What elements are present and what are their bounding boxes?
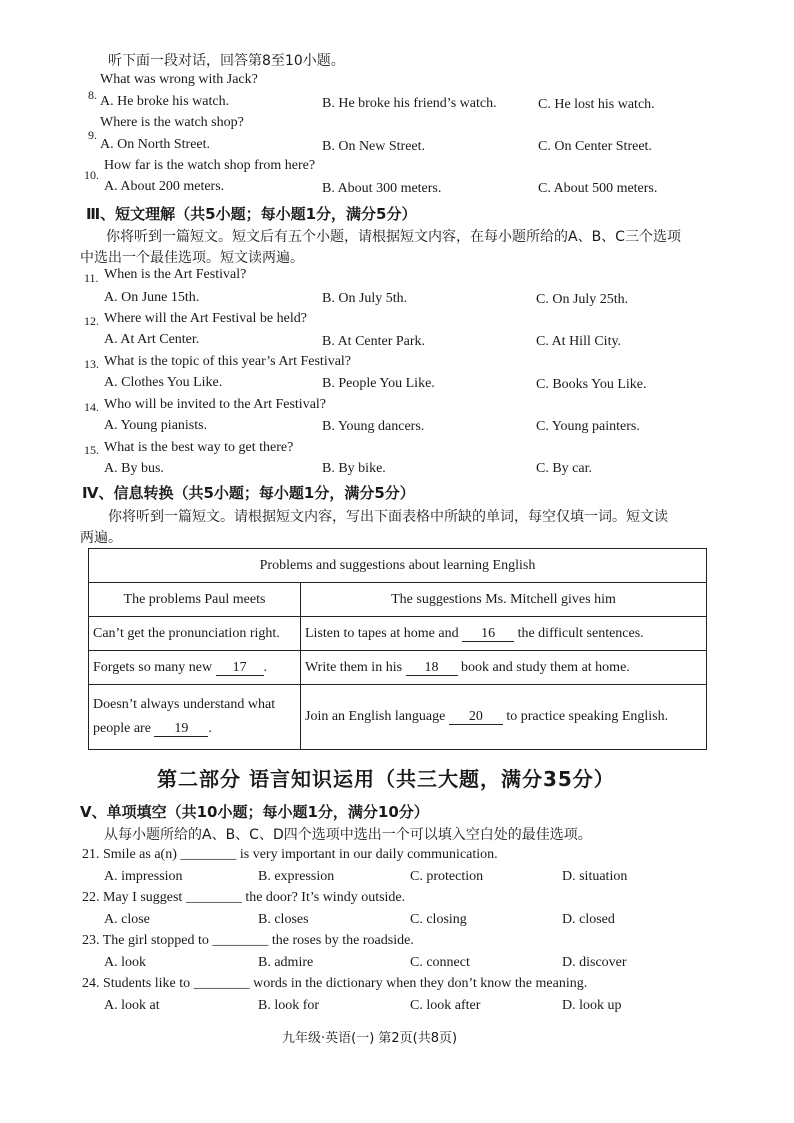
cell-text: Forgets so many new: [93, 659, 213, 675]
question-text: How far is the watch shop from here?: [104, 158, 316, 173]
option-b: B. About 300 meters.: [322, 181, 442, 196]
table-title: Problems and suggestions about learning English: [89, 549, 707, 583]
option-c: C. He lost his watch.: [538, 97, 655, 112]
option-c: C. Books You Like.: [536, 377, 647, 392]
section-instruction: 从每小题所给的A、B、C、D四个选项中选出一个可以填入空白处的最佳选项。: [104, 827, 592, 843]
question-text: What was wrong with Jack?: [100, 72, 258, 87]
cell-text: Write them in his: [305, 659, 403, 675]
question-text: 24. Students like to ________ words in the dictionary when they don’t know the meaning.: [82, 976, 588, 991]
section-instruction: 两遍。: [80, 530, 122, 546]
cell-text: book and study them at home.: [461, 659, 630, 675]
cell-text: .: [208, 721, 212, 736]
option-a: A. At Art Center.: [104, 332, 200, 347]
option-b: B. On New Street.: [322, 139, 426, 154]
column-header-problems: The problems Paul meets: [89, 583, 301, 617]
answer-blank-18[interactable]: 18: [406, 661, 458, 676]
table-cell: [89, 685, 301, 750]
table-cell: [89, 651, 301, 685]
question-text: 21. Smile as a(n) ________ is very important in our daily communication.: [82, 847, 498, 862]
option-d: D. discover: [562, 955, 627, 970]
question-number: 13.: [84, 357, 99, 371]
option-d: D. situation: [562, 869, 628, 884]
cell-text: Doesn’t always understand what: [93, 697, 276, 712]
option-a: A. On North Street.: [100, 137, 211, 152]
option-c: C. Young painters.: [536, 419, 640, 434]
option-a: A. On June 15th.: [104, 290, 200, 305]
question-number: 9.: [88, 128, 97, 142]
option-a: A. look: [104, 955, 146, 970]
column-header-suggestions: The suggestions Ms. Mitchell gives him: [301, 583, 707, 617]
option-b: B. look for: [258, 998, 320, 1013]
cell-text: to practice speaking English.: [506, 709, 669, 724]
part-title: 第二部分 语言知识运用（共三大题，满分35分）: [157, 767, 615, 791]
answer-blank-17[interactable]: 17: [216, 661, 264, 676]
answer-blank-20[interactable]: 20: [449, 710, 503, 725]
question-text: Where is the watch shop?: [100, 115, 244, 130]
question-text: Who will be invited to the Art Festival?: [104, 397, 327, 412]
section-instruction: 你将听到一篇短文。短文后有五个小题，请根据短文内容，在每小题所给的A、B、C三个选项: [106, 229, 681, 245]
cell-text: people are: [93, 721, 151, 736]
table-row: [89, 651, 707, 685]
option-b: B. By bike.: [322, 461, 386, 476]
option-b: B. People You Like.: [322, 376, 435, 391]
option-a: A. Clothes You Like.: [104, 375, 223, 390]
option-c: C. At Hill City.: [536, 334, 622, 349]
option-d: D. closed: [562, 912, 615, 927]
option-a: A. close: [104, 912, 150, 927]
option-a: A. look at: [104, 998, 160, 1013]
option-a: A. About 200 meters.: [104, 179, 225, 194]
option-a: A. impression: [104, 869, 183, 884]
table-cell: [301, 685, 707, 750]
table-cell: [301, 651, 707, 685]
cell-text: the difficult sentences.: [517, 625, 644, 641]
option-b: B. At Center Park.: [322, 334, 426, 349]
table-row: [89, 685, 707, 750]
cell-text: Join an English language: [305, 709, 446, 724]
option-b: B. He broke his friend’s watch.: [322, 96, 497, 111]
option-c: C. connect: [410, 955, 470, 970]
option-c: C. By car.: [536, 461, 592, 476]
question-text: What is the topic of this year’s Art Festival?: [104, 354, 352, 369]
question-text: What is the best way to get there?: [104, 440, 294, 455]
option-b: B. expression: [258, 869, 335, 884]
info-table: [88, 548, 707, 750]
option-c: C. On July 25th.: [536, 292, 629, 307]
section-title: Ⅴ、单项填空（共10小题；每小题1分，满分10分）: [80, 803, 429, 821]
page-footer: 九年级·英语(一) 第2页(共8页): [282, 1031, 458, 1046]
cell-text: .: [263, 659, 268, 675]
question-text: When is the Art Festival?: [104, 267, 247, 282]
question-number: 8.: [88, 88, 97, 102]
option-a: A. By bus.: [104, 461, 164, 476]
option-b: B. closes: [258, 912, 309, 927]
table-cell: [301, 617, 707, 651]
table-cell: Can’t get the pronunciation right.: [89, 617, 301, 651]
option-c: C. About 500 meters.: [538, 181, 658, 196]
option-c: C. protection: [410, 869, 484, 884]
section-instruction: 中选出一个最佳选项。短文读两遍。: [80, 250, 304, 266]
question-number: 14.: [84, 400, 99, 414]
option-b: B. On July 5th.: [322, 291, 408, 306]
answer-blank-16[interactable]: 16: [462, 627, 514, 642]
cell-text: Listen to tapes at home and: [305, 625, 459, 641]
option-a: A. He broke his watch.: [100, 94, 230, 109]
table-row: [89, 617, 707, 651]
answer-blank-19[interactable]: 19: [154, 722, 208, 737]
option-d: D. look up: [562, 998, 622, 1013]
option-b: B. Young dancers.: [322, 419, 425, 434]
section-instruction: 你将听到一篇短文。请根据短文内容，写出下面表格中所缺的单词，每空仅填一词。短文读: [108, 509, 668, 525]
option-a: A. Young pianists.: [104, 418, 208, 433]
question-text: Where will the Art Festival be held?: [104, 311, 307, 326]
question-number: 12.: [84, 314, 99, 328]
option-c: C. closing: [410, 912, 467, 927]
question-number: 10.: [84, 168, 99, 182]
option-c: C. On Center Street.: [538, 139, 652, 154]
question-text: 22. May I suggest ________ the door? It’s windy outside.: [82, 890, 406, 905]
listening-instruction: 听下面一段对话，回答第8至10小题。: [108, 53, 345, 69]
option-c: C. look after: [410, 998, 481, 1013]
question-number: 15.: [84, 443, 99, 457]
question-text: 23. The girl stopped to ________ the roses by the roadside.: [82, 933, 414, 948]
option-b: B. admire: [258, 955, 314, 970]
section-title: Ⅲ、短文理解（共5小题；每小题1分，满分5分）: [86, 205, 417, 223]
question-number: 11.: [84, 271, 99, 285]
section-title: Ⅳ、信息转换（共5小题；每小题1分，满分5分）: [82, 484, 415, 502]
